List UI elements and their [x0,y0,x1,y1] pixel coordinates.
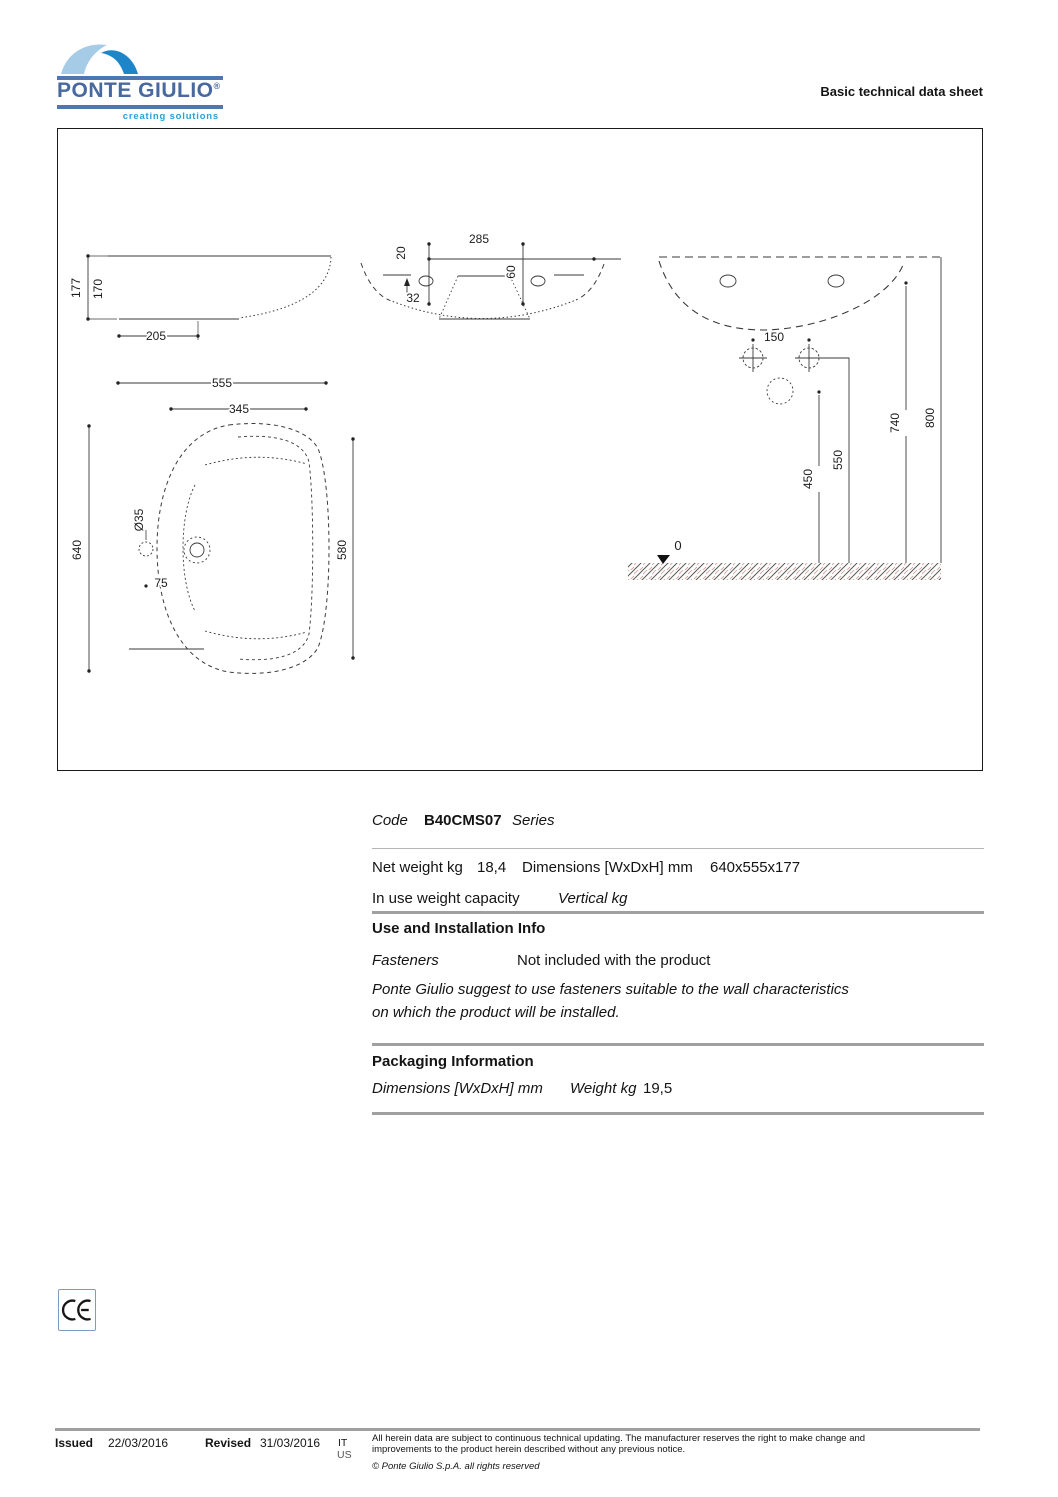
side-view [69,254,331,343]
dim-450: 450 [801,468,815,490]
fasteners-value: Not included with the product [517,952,711,969]
footer-divider [55,1428,980,1431]
plan-view [70,376,355,673]
drain-hole-plan [184,537,210,563]
dim-800: 800 [923,407,937,429]
dim-555: 555 [211,376,233,390]
issued-label: Issued [55,1436,94,1450]
overflow-hole-right [828,275,844,287]
floor-hatching [628,563,941,580]
install-note-line1: Ponte Giulio suggest to use fasteners suitable to the wall characteristics [372,981,849,998]
revised-label: Revised [205,1436,252,1450]
dim-60: 60 [504,265,518,279]
section-divider [372,1043,984,1046]
capacity-value: Vertical kg [558,890,628,907]
fixing-hole-left [419,276,433,286]
bottom-view [361,232,621,319]
logo-swoosh-icon [57,42,223,76]
code-value: B40CMS07 [424,812,502,829]
tap-hole [139,542,153,556]
registered-mark: ® [213,81,221,91]
legal-text-line2: improvements to the product herein described without any previous notice. [372,1444,686,1455]
section-divider [372,1112,984,1115]
legal-text-line1: All herein data are subject to continuous technical updating. The manufacturer reserves the right to make change and [372,1433,866,1444]
dim-740: 740 [888,412,902,434]
fixing-point-left [739,344,767,372]
overflow-hole-left [720,275,736,287]
dim-640: 640 [70,539,84,561]
basin-profile-curve [239,257,331,318]
dim-580: 580 [335,539,349,561]
series-label: Series [512,812,555,829]
dim-32: 32 [406,291,420,305]
logo-brand-text [57,79,221,103]
brand-name: PONTE GIULIO [57,79,214,102]
arrow-up [404,278,410,286]
code-label: Code [372,812,408,829]
dim-170: 170 [91,278,105,300]
issued-date: 22/03/2016 [108,1436,169,1450]
divider [372,848,984,849]
doc-title: Basic technical data sheet [820,84,983,99]
front-view [628,257,941,580]
dim-205: 205 [145,329,167,343]
logo-rule-bottom [57,105,223,109]
dim-345: 345 [228,402,250,416]
revised-date: 31/03/2016 [260,1436,321,1450]
basin-bottom-outline-right [576,264,604,300]
fasteners-label: Fasteners [372,952,439,969]
packaging-weight-label: Weight kg [570,1080,637,1097]
dim-550: 550 [831,449,845,471]
dim-0: 0 [674,538,682,553]
basin-plan-outer-outline [157,424,329,674]
ce-mark [58,1289,96,1331]
dim-75: 75 [154,576,168,590]
technical-drawing-frame [57,128,983,771]
logo-swoosh-light [61,44,107,74]
dim-tap-diameter: Ø35 [132,508,146,532]
install-note-line2: on which the product will be installed. [372,1004,620,1021]
dim-20: 20 [394,246,408,260]
packaging-weight-value: 19,5 [643,1080,673,1097]
capacity-label: In use weight capacity [372,890,520,907]
copyright-text: © Ponte Giulio S.p.A. all rights reserved [372,1461,540,1472]
basin-plan-inner-outline [238,436,313,659]
drain-hole [767,378,793,404]
floor-datum-triangle [657,555,670,564]
basin-front-outline [659,261,903,330]
packaging-dimensions-label: Dimensions [WxDxH] mm [372,1080,543,1097]
logo-swoosh-dark [101,50,138,74]
net-weight-value: 18,4 [477,859,507,876]
use-installation-title: Use and Installation Info [372,920,546,937]
section-divider [372,911,984,914]
basin-bottom-outline-left [361,263,389,300]
technical-drawing [58,129,981,769]
dimensions-value: 640x555x177 [710,859,801,876]
dim-285: 285 [468,232,490,246]
language-code-it: IT [338,1437,348,1449]
dim-177: 177 [69,277,83,299]
ponte-giulio-logo [57,42,223,122]
fixing-hole-right [531,276,545,286]
dimensions-label: Dimensions [WxDxH] mm [522,859,693,876]
dim-150: 150 [763,330,785,344]
logo-tagline: creating solutions [122,111,219,122]
language-code-us: US [337,1449,352,1461]
net-weight-label: Net weight kg [372,859,463,876]
packaging-title: Packaging Information [372,1053,534,1070]
ce-mark-icon [61,1296,95,1324]
